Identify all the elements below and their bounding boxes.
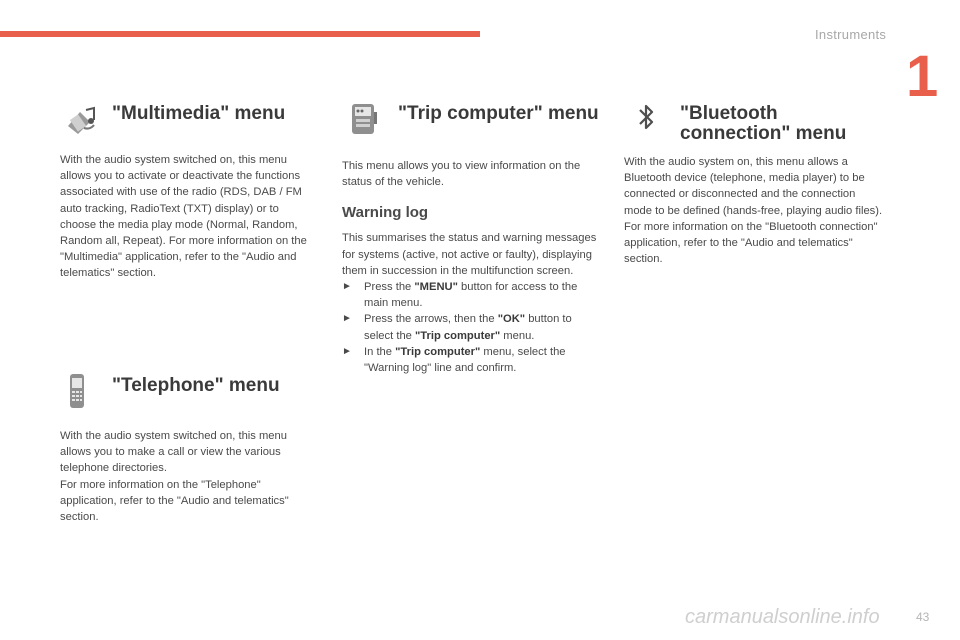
warning-log-body: This summarises the status and warning messages for systems (active, not active or faulty), displaying them in succession in the multifunction screen.: [342, 232, 597, 277]
trip-computer-body: This menu allows you to view information on the status of the vehicle.: [342, 160, 581, 189]
top-accent-bar: [0, 31, 480, 37]
watermark: carmanualsonline.info: [685, 606, 880, 628]
telephone-body-2: For more information on the "Telephone" application, refer to the "Audio and telematics" section.: [60, 478, 289, 524]
trip-computer-icon: [342, 96, 386, 140]
chapter-number: 1: [906, 44, 939, 109]
multimedia-icon: [60, 96, 104, 140]
warning-log-steps: [342, 279, 604, 376]
bluetooth-body-2: For more information on the "Bluetooth connection" application, refer to the "Audio and telematics" section.: [624, 220, 878, 266]
multimedia-title: "Multimedia" menu: [112, 103, 286, 124]
bluetooth-title-line2: connection" menu: [680, 123, 847, 144]
bluetooth-title-line1: "Bluetooth: [680, 103, 778, 124]
bullet-arrow-icon: ►: [342, 281, 352, 293]
multimedia-section: [60, 96, 314, 282]
telephone-body-1: With the audio system switched on, this menu allows you to make a call or view the various telephone directories.: [60, 430, 287, 475]
step-item: ► In the "Trip computer" menu, select the "Warning log" line and confirm.: [342, 345, 566, 375]
trip-computer-section: [342, 96, 604, 376]
trip-computer-title: "Trip computer" menu: [398, 103, 599, 124]
bullet-arrow-icon: ►: [342, 345, 352, 357]
bluetooth-body-1: With the audio system on, this menu allows a Bluetooth device (telephone, media player) to be connected or disconnected and the connection mode to be defined (hands-free, playing audio files).: [624, 156, 883, 217]
section-title: Instruments: [815, 27, 887, 42]
multimedia-body: With the audio system switched on, this menu allows you to activate or deactivate the functions associated with use of the radio (RDS, DAB / FM auto tracking, RadioText (TXT) display) or to choose the media play mode (Normal, Random, Random all, Repeat). For more information on the "Multimedia" application, refer to the "Audio and telematics" section.: [60, 154, 307, 280]
page-number: 43: [916, 610, 930, 624]
bluetooth-section: [624, 96, 886, 267]
telephone-section: [60, 368, 314, 525]
step-item: ► Press the "MENU" button for access to the main menu.: [342, 281, 578, 310]
bullet-arrow-icon: ►: [342, 313, 352, 325]
telephone-title: "Telephone" menu: [112, 375, 280, 396]
warning-log-heading: Warning log: [342, 204, 429, 222]
step-item: ► Press the arrows, then the "OK" button to select the "Trip computer" menu.: [342, 313, 572, 342]
telephone-icon: [60, 368, 104, 412]
bluetooth-icon: [624, 96, 668, 140]
